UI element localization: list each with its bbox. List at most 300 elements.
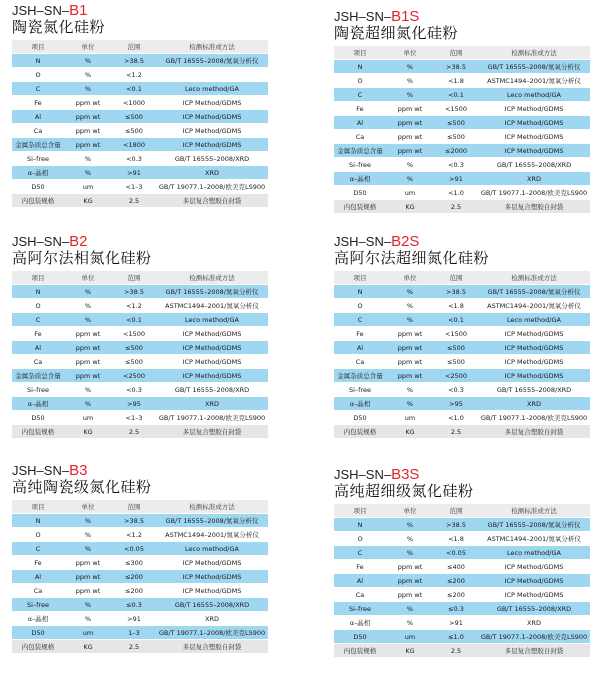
table-cell: um	[64, 411, 112, 425]
table-cell: %	[386, 172, 434, 186]
table-cell: C	[334, 88, 386, 102]
table-row	[334, 285, 590, 299]
table-cell: XRD	[478, 397, 590, 411]
table-cell: 2.5	[434, 425, 478, 439]
table-cell: KG	[64, 640, 112, 654]
table-cell: 金属杂质总含量	[12, 138, 64, 152]
column-header: 项目	[12, 271, 64, 285]
table-cell: ppm wt	[386, 355, 434, 369]
table-cell: >38.5	[112, 54, 156, 68]
column-header: 单位	[386, 271, 434, 285]
table-cell: ICP Method/GDMS	[156, 556, 268, 570]
table-cell: ppm wt	[64, 110, 112, 124]
table-cell: 金属杂质总含量	[12, 369, 64, 383]
table-cell: %	[386, 285, 434, 299]
product-title: 高阿尔法超细氮化硅粉	[334, 249, 490, 267]
table-row	[12, 327, 268, 341]
column-header: 范围	[112, 271, 156, 285]
table-cell: ≤500	[434, 130, 478, 144]
product-code-suffix: B3S	[391, 466, 420, 483]
table-cell: Si–free	[12, 598, 64, 612]
spec-table-header	[12, 500, 268, 514]
table-cell: %	[386, 518, 434, 532]
table-cell: ICP Method/GDMS	[156, 124, 268, 138]
product-title: 陶瓷氮化硅粉	[12, 18, 106, 36]
table-row	[12, 640, 268, 654]
table-cell: um	[64, 180, 112, 194]
table-cell: >38.5	[112, 514, 156, 528]
table-cell: Al	[334, 341, 386, 355]
product-code-prefix: JSH–SN–	[12, 3, 70, 18]
table-cell: GB/T 16555–2008/氮氧分析仪	[156, 285, 268, 299]
spec-table	[334, 45, 590, 213]
table-cell: <1500	[112, 327, 156, 341]
table-cell: ≤500	[112, 355, 156, 369]
table-cell: ≤2000	[434, 144, 478, 158]
table-cell: Fe	[334, 102, 386, 116]
table-cell: ICP Method/GDMS	[478, 116, 590, 130]
table-row	[12, 166, 268, 180]
spec-table-header	[334, 46, 590, 60]
table-cell: D50	[12, 626, 64, 640]
table-cell: <1.2	[112, 68, 156, 82]
table-row	[12, 124, 268, 138]
table-cell: Leco method/GA	[156, 313, 268, 327]
table-cell: <1500	[434, 102, 478, 116]
table-cell: Leco method/GA	[478, 88, 590, 102]
table-cell: <2500	[112, 369, 156, 383]
table-cell: 金属杂质总含量	[334, 369, 386, 383]
product-code-prefix: JSH–SN–	[334, 9, 392, 24]
table-cell: <2500	[434, 369, 478, 383]
table-cell: Si–free	[334, 383, 386, 397]
table-cell: <1.8	[434, 299, 478, 313]
table-row	[12, 397, 268, 411]
table-cell: %	[64, 542, 112, 556]
table-cell: Al	[334, 574, 386, 588]
table-row	[12, 82, 268, 96]
table-cell: ASTMC1494–2001/氮氧分析仪	[156, 528, 268, 542]
column-header: 检测标准或方法	[156, 500, 268, 514]
table-cell: D50	[12, 411, 64, 425]
table-row	[334, 299, 590, 313]
table-row	[12, 152, 268, 166]
table-cell: Al	[12, 341, 64, 355]
table-row	[334, 546, 590, 560]
table-cell: GB/T 16555–2008/XRD	[156, 598, 268, 612]
table-cell: GB/T 16555–2008/XRD	[156, 383, 268, 397]
table-row	[12, 313, 268, 327]
table-cell: C	[12, 313, 64, 327]
table-cell: Ca	[334, 130, 386, 144]
table-cell: ICP Method/GDMS	[156, 369, 268, 383]
table-cell: XRD	[478, 616, 590, 630]
spec-table	[334, 270, 590, 438]
table-cell: GB/T 19077.1–2008/欧美克LS900	[156, 411, 268, 425]
table-cell: Al	[12, 110, 64, 124]
spec-table	[12, 499, 268, 653]
table-row	[334, 369, 590, 383]
table-cell: Si–free	[12, 383, 64, 397]
table-cell: GB/T 16555–2008/XRD	[478, 383, 590, 397]
product-block-b1s	[334, 10, 590, 213]
table-cell: ppm wt	[386, 574, 434, 588]
table-cell: O	[12, 299, 64, 313]
table-cell: Leco method/GA	[478, 546, 590, 560]
table-cell: ≤200	[112, 570, 156, 584]
table-row	[12, 285, 268, 299]
table-cell: 2.5	[434, 644, 478, 658]
column-header: 项目	[12, 500, 64, 514]
table-cell: GB/T 16555–2008/XRD	[478, 602, 590, 616]
table-row	[334, 383, 590, 397]
table-cell: XRD	[478, 172, 590, 186]
table-cell: N	[334, 60, 386, 74]
table-cell: N	[12, 54, 64, 68]
table-cell: %	[64, 54, 112, 68]
table-cell: %	[64, 528, 112, 542]
product-block-b3	[12, 464, 268, 653]
table-cell: ≤400	[434, 560, 478, 574]
table-cell: %	[64, 313, 112, 327]
table-cell: %	[386, 74, 434, 88]
table-cell: KG	[386, 425, 434, 439]
table-cell: %	[64, 82, 112, 96]
table-cell: D50	[12, 180, 64, 194]
table-cell: >91	[434, 616, 478, 630]
table-row	[334, 616, 590, 630]
table-cell: ICP Method/GDMS	[478, 588, 590, 602]
table-cell: O	[334, 299, 386, 313]
column-header: 范围	[434, 271, 478, 285]
table-cell: D50	[334, 186, 386, 200]
table-cell: ≤500	[112, 124, 156, 138]
column-header: 检测标准或方法	[156, 40, 268, 54]
table-row	[334, 602, 590, 616]
table-cell: GB/T 16555–2008/XRD	[156, 152, 268, 166]
spec-table-header	[12, 271, 268, 285]
table-cell: ASTMC1494–2001/氮氧分析仪	[478, 299, 590, 313]
table-row	[12, 411, 268, 425]
column-header: 检测标准或方法	[478, 46, 590, 60]
table-cell: ppm wt	[386, 369, 434, 383]
table-row	[12, 369, 268, 383]
table-row	[334, 313, 590, 327]
table-cell: ppm wt	[386, 130, 434, 144]
table-cell: ppm wt	[64, 124, 112, 138]
table-cell: GB/T 16555–2008/氮氧分析仪	[156, 54, 268, 68]
table-cell: >91	[434, 172, 478, 186]
product-block-b2	[12, 235, 268, 438]
spec-table	[334, 503, 590, 657]
table-cell: ≤200	[434, 588, 478, 602]
table-row	[12, 570, 268, 584]
table-cell: <1.0	[434, 411, 478, 425]
product-title: 高阿尔法相氮化硅粉	[12, 249, 152, 267]
product-title: 高纯超细级氮化硅粉	[334, 482, 474, 500]
product-code-suffix: B2S	[391, 233, 420, 250]
table-cell: 2.5	[112, 640, 156, 654]
table-cell: ICP Method/GDMS	[156, 327, 268, 341]
table-cell: ppm wt	[64, 369, 112, 383]
table-cell: %	[64, 598, 112, 612]
table-cell: GB/T 16555–2008/氮氧分析仪	[156, 514, 268, 528]
table-cell: ≤500	[434, 355, 478, 369]
table-cell: <0.05	[434, 546, 478, 560]
table-cell: XRD	[156, 397, 268, 411]
table-cell: Fe	[12, 96, 64, 110]
table-cell: Si–free	[334, 602, 386, 616]
product-block-b2s	[334, 235, 590, 438]
table-cell: α–晶相	[334, 616, 386, 630]
table-cell: 2.5	[112, 425, 156, 439]
table-cell: <0.1	[112, 313, 156, 327]
table-cell: Ca	[12, 584, 64, 598]
spec-table	[12, 270, 268, 438]
table-cell: <0.1	[434, 313, 478, 327]
table-cell: O	[334, 74, 386, 88]
table-cell: %	[386, 158, 434, 172]
table-row	[334, 518, 590, 532]
table-cell: 2.5	[434, 200, 478, 214]
table-cell: ppm wt	[64, 584, 112, 598]
table-cell: ≤0.3	[112, 598, 156, 612]
spec-table-header	[334, 504, 590, 518]
table-row	[12, 355, 268, 369]
table-cell: %	[64, 383, 112, 397]
table-cell: 内包装规格	[12, 194, 64, 208]
table-cell: XRD	[156, 166, 268, 180]
table-cell: >95	[434, 397, 478, 411]
product-code-prefix: JSH–SN–	[334, 234, 392, 249]
table-cell: ≤500	[112, 110, 156, 124]
table-cell: ≤200	[112, 584, 156, 598]
table-row	[12, 110, 268, 124]
table-row	[12, 612, 268, 626]
table-cell: <1.2	[112, 299, 156, 313]
table-cell: GB/T 19077.1–2008/欧美克LS900	[478, 630, 590, 644]
table-row	[334, 574, 590, 588]
table-cell: Fe	[334, 560, 386, 574]
table-cell: ppm wt	[64, 355, 112, 369]
table-cell: Si–free	[334, 158, 386, 172]
table-cell: Leco method/GA	[478, 313, 590, 327]
table-cell: <0.3	[434, 158, 478, 172]
table-cell: um	[386, 411, 434, 425]
table-cell: ICP Method/GDMS	[478, 355, 590, 369]
table-cell: GB/T 19077.1–2008/欧美克LS900	[156, 626, 268, 640]
column-header: 项目	[334, 271, 386, 285]
column-header: 范围	[434, 46, 478, 60]
table-cell: α–晶相	[12, 397, 64, 411]
table-row	[334, 116, 590, 130]
table-cell: 内包装规格	[334, 425, 386, 439]
table-cell: ICP Method/GDMS	[478, 327, 590, 341]
table-row	[334, 355, 590, 369]
product-code-prefix: JSH–SN–	[12, 463, 70, 478]
product-code-suffix: B2	[69, 233, 88, 250]
table-row	[12, 542, 268, 556]
table-cell: um	[64, 626, 112, 640]
table-row	[334, 102, 590, 116]
table-cell: um	[386, 186, 434, 200]
table-cell: 内包装规格	[12, 640, 64, 654]
table-cell: ICP Method/GDMS	[156, 96, 268, 110]
table-row	[334, 200, 590, 214]
table-cell: ICP Method/GDMS	[478, 341, 590, 355]
table-cell: GB/T 16555–2008/氮氧分析仪	[478, 60, 590, 74]
table-cell: Ca	[12, 355, 64, 369]
table-cell: C	[334, 546, 386, 560]
table-row	[334, 158, 590, 172]
table-row	[334, 327, 590, 341]
table-cell: %	[386, 60, 434, 74]
column-header: 范围	[112, 500, 156, 514]
product-code-suffix: B1	[69, 2, 88, 19]
column-header: 项目	[334, 504, 386, 518]
table-cell: GB/T 16555–2008/氮氧分析仪	[478, 285, 590, 299]
spec-table	[12, 39, 268, 207]
product-block-b1	[12, 4, 268, 207]
column-header: 单位	[64, 500, 112, 514]
table-row	[12, 626, 268, 640]
table-cell: <0.3	[434, 383, 478, 397]
table-cell: %	[64, 166, 112, 180]
table-cell: 多层复合塑胶自封袋	[478, 200, 590, 214]
table-cell: ICP Method/GDMS	[156, 341, 268, 355]
table-cell: ppm wt	[386, 116, 434, 130]
table-row	[12, 138, 268, 152]
table-cell: C	[334, 313, 386, 327]
table-cell: α–晶相	[334, 397, 386, 411]
table-cell: D50	[334, 630, 386, 644]
table-cell: 内包装规格	[12, 425, 64, 439]
table-cell: 2.5	[112, 194, 156, 208]
table-row	[334, 74, 590, 88]
table-cell: ICP Method/GDMS	[156, 110, 268, 124]
spec-table-header	[12, 40, 268, 54]
table-cell: um	[386, 630, 434, 644]
table-row	[12, 54, 268, 68]
product-code	[334, 10, 590, 24]
table-cell: <0.3	[112, 383, 156, 397]
column-header: 范围	[434, 504, 478, 518]
table-row	[334, 532, 590, 546]
table-cell: ≤300	[112, 556, 156, 570]
table-cell: <1–3	[112, 411, 156, 425]
table-row	[12, 425, 268, 439]
table-cell: ppm wt	[64, 570, 112, 584]
table-cell: %	[386, 299, 434, 313]
table-cell: 内包装规格	[334, 644, 386, 658]
table-cell: Leco method/GA	[156, 82, 268, 96]
table-row	[334, 186, 590, 200]
table-row	[12, 180, 268, 194]
table-cell: 多层复合塑胶自封袋	[478, 425, 590, 439]
table-cell: ppm wt	[64, 341, 112, 355]
table-cell: N	[334, 285, 386, 299]
table-row	[12, 556, 268, 570]
table-cell: >95	[112, 397, 156, 411]
column-header: 项目	[334, 46, 386, 60]
table-cell: ICP Method/GDMS	[478, 130, 590, 144]
table-cell: ppm wt	[64, 138, 112, 152]
table-row	[334, 425, 590, 439]
table-cell: %	[386, 602, 434, 616]
table-cell: ppm wt	[386, 560, 434, 574]
product-code	[334, 235, 590, 249]
column-header: 范围	[112, 40, 156, 54]
table-row	[12, 584, 268, 598]
table-cell: ≤500	[434, 116, 478, 130]
table-cell: KG	[386, 200, 434, 214]
table-cell: ICP Method/GDMS	[478, 144, 590, 158]
table-cell: <1.2	[112, 528, 156, 542]
table-cell: 内包装规格	[334, 200, 386, 214]
table-row	[12, 528, 268, 542]
table-row	[334, 411, 590, 425]
table-cell: ppm wt	[386, 144, 434, 158]
column-header: 检测标准或方法	[156, 271, 268, 285]
table-cell: >91	[112, 166, 156, 180]
table-cell: <0.05	[112, 542, 156, 556]
table-cell: %	[386, 383, 434, 397]
table-cell: Fe	[12, 327, 64, 341]
table-cell: <1.8	[434, 532, 478, 546]
table-cell: %	[64, 514, 112, 528]
column-header: 单位	[64, 40, 112, 54]
table-cell: ASTMC1494–2001/氮氧分析仪	[478, 532, 590, 546]
table-row	[12, 598, 268, 612]
table-cell: %	[386, 397, 434, 411]
table-cell: <0.1	[112, 82, 156, 96]
product-code-prefix: JSH–SN–	[12, 234, 70, 249]
table-row	[334, 130, 590, 144]
table-cell: α–晶相	[12, 612, 64, 626]
table-row	[12, 299, 268, 313]
table-cell: >38.5	[434, 285, 478, 299]
table-row	[334, 60, 590, 74]
table-cell: ICP Method/GDMS	[156, 355, 268, 369]
table-cell: Ca	[12, 124, 64, 138]
table-cell: %	[64, 612, 112, 626]
product-block-b3s	[334, 468, 590, 657]
table-cell: ICP Method/GDMS	[156, 584, 268, 598]
table-cell: Fe	[12, 556, 64, 570]
table-cell: %	[386, 313, 434, 327]
table-cell: ppm wt	[386, 102, 434, 116]
table-cell: %	[64, 285, 112, 299]
table-cell: >38.5	[434, 60, 478, 74]
table-cell: 多层复合塑胶自封袋	[156, 425, 268, 439]
table-row	[334, 88, 590, 102]
table-cell: 多层复合塑胶自封袋	[156, 640, 268, 654]
table-cell: %	[64, 152, 112, 166]
product-code	[334, 468, 590, 482]
table-cell: O	[12, 528, 64, 542]
table-cell: O	[12, 68, 64, 82]
table-cell: ppm wt	[64, 327, 112, 341]
table-cell: %	[64, 397, 112, 411]
table-cell: XRD	[156, 612, 268, 626]
table-row	[334, 144, 590, 158]
table-cell: Leco method/GA	[156, 542, 268, 556]
table-cell: %	[386, 546, 434, 560]
table-cell: ≤500	[434, 341, 478, 355]
table-cell: 1–3	[112, 626, 156, 640]
table-cell: >91	[112, 612, 156, 626]
table-row	[334, 644, 590, 658]
